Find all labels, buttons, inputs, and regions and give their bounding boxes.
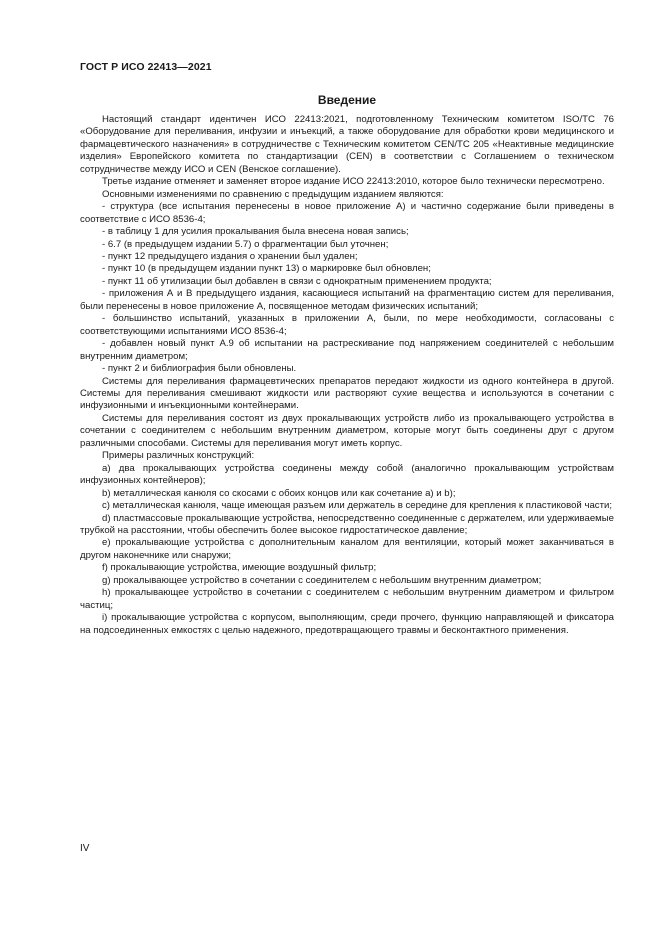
paragraph: h) прокалывающее устройство в сочетании с соединителем с небольшим внутренним диаметром и фильтром частиц; bbox=[80, 587, 614, 611]
paragraph: Примеры различных конструкций: bbox=[102, 450, 255, 462]
paragraph: Системы для переливания состоят из двух прокалывающих устройств либо из прокалывающего устройства в сочетании с соединителем с небольшим внутренним диаметром, которые могут быть соединены друг с другом различными способами. Системы для переливания могут иметь корпус. bbox=[80, 412, 614, 449]
page-number: IV bbox=[80, 843, 90, 854]
paragraph: a) два прокалывающих устройства соединены между собой (аналогично прокалывающим устройствам инфузионных контейнеров); bbox=[80, 462, 614, 487]
paragraph: - пункт 10 (в предыдущем издании пункт 13) о маркировке был обновлен; bbox=[102, 263, 431, 275]
paragraph: b) металлическая канюля со скосами с обоих концов или как сочетание а) и b); bbox=[102, 487, 456, 499]
paragraph: Третье издание отменяет и заменяет второе издание ИСО 22413:2010, которое было технически пересмотрено. bbox=[102, 176, 605, 188]
section-title: Введение bbox=[317, 93, 377, 107]
paragraph: i) прокалывающие устройства с корпусом, выполняющим, среди прочего, функцию направляющей и фиксатора на подсоединенных емкостях с целью надежного, предотвращающего травмы и бесконтактного применения. bbox=[80, 612, 614, 636]
paragraph: f) прокалывающие устройства, имеющие воздушный фильтр; bbox=[102, 562, 377, 574]
paragraph: Настоящий стандарт идентичен ИСО 22413:2021, подготовленному Техническим комитетом ISO/TC 76 «Оборудование для переливания, инфузии и инъекций, а также оборудование для обработки крови медицинского и фармацевтического назначения» в сотрудничестве с Техническим комитетом CEN/TC 205 «Неактивные медицинские изделия» Европейского комитета по стандартизации (CEN) в соответствии с Соглашением о техническом сотрудничестве между ИСО и CEN (Венское соглашение). bbox=[80, 114, 614, 175]
paragraph: Основными изменениями по сравнению с предыдущим изданием являются: bbox=[102, 188, 444, 200]
paragraph: Системы для переливания фармацевтических препаратов передают жидкости из одного контейнера в другой. Системы для переливания смешивают жидкости или растворяют сухие вещества и используются в сочетании с инфузионными и инъекционными контейнерами. bbox=[80, 375, 614, 412]
paragraph: - пункт 11 об утилизации был добавлен в связи с однократным применением продукта; bbox=[102, 275, 492, 287]
paragraph: - пункт 12 предыдущего издания о хранении был удален; bbox=[102, 250, 358, 262]
paragraph: d) пластмассовые прокалывающие устройства, непосредственно соединенные с держателем, или удерживаемые трубкой на расстоянии, чтобы обеспечить более высокое гидростатическое давление; bbox=[80, 512, 614, 536]
introduction-body bbox=[80, 114, 614, 637]
paragraph: - большинство испытаний, указанных в приложении А, были, по мере необходимости, согласованы с соответствующими испытаниями ИСО 8536-4; bbox=[80, 313, 614, 337]
standard-designation: ГОСТ Р ИСО 22413—2021 bbox=[80, 61, 212, 73]
paragraph: - в таблицу 1 для усилия прокалывания была внесена новая запись; bbox=[102, 226, 409, 238]
paragraph: g) прокалывающее устройство в сочетании с соединителем с небольшим внутренним диаметром; bbox=[102, 574, 542, 586]
paragraph: e) прокалывающие устройства с дополнительным каналом для вентиляции, который может заканчиваться в другом наконечнике или снаружи; bbox=[80, 537, 614, 561]
paragraph: - 6.7 (в предыдущем издании 5.7) о фрагментации был уточнен; bbox=[102, 238, 389, 250]
paragraph: - приложения А и В предыдущего издания, касающиеся испытаний на фрагментацию систем для переливания, были перенесены в новое приложение А, посвященное методам физических испытаний; bbox=[80, 288, 614, 312]
paragraph: - добавлен новый пункт А.9 об испытании на растрескивание под напряжением соединителей с небольшим внутренним диаметром; bbox=[80, 338, 614, 362]
paragraph: - структура (все испытания перенесены в новое приложение А) и частично содержание были приведены в соответствие с ИСО 8536-4; bbox=[80, 201, 614, 225]
paragraph: c) металлическая канюля, чаще имеющая разъем или держатель в середине для крепления к пластиковой части; bbox=[102, 500, 612, 512]
paragraph: - пункт 2 и библиография были обновлены. bbox=[102, 363, 297, 375]
